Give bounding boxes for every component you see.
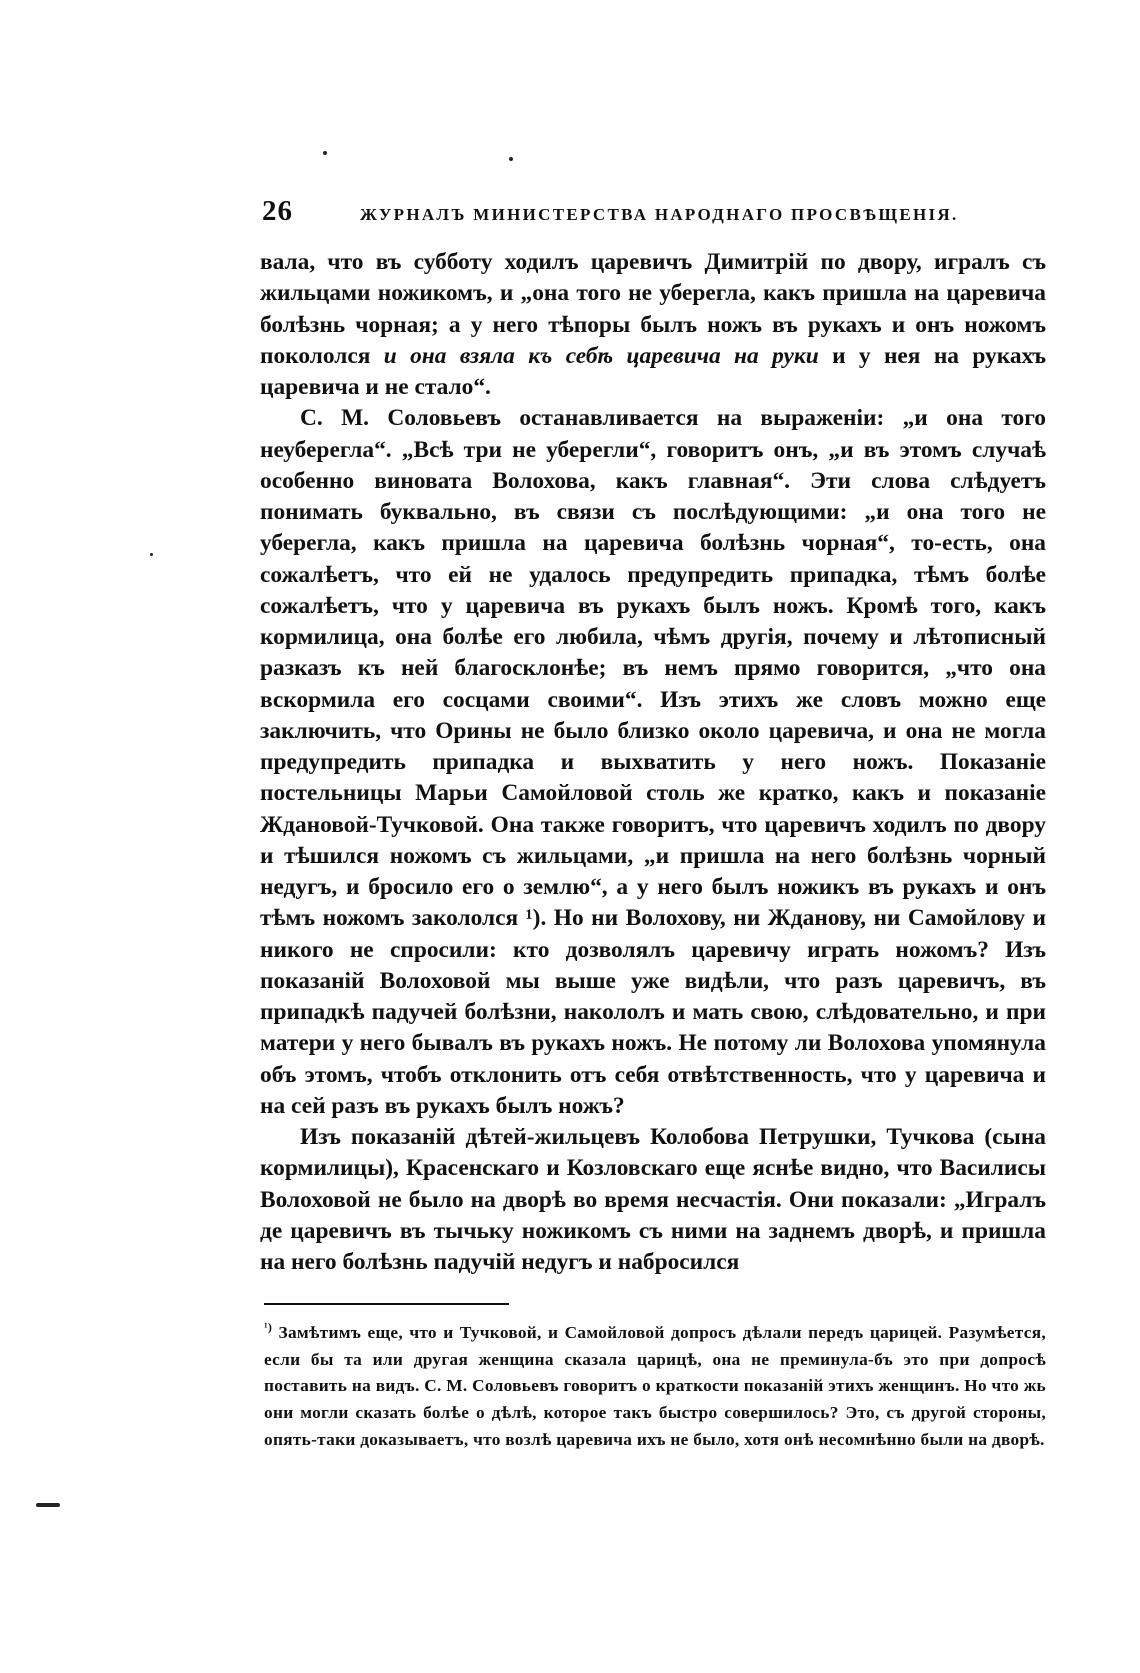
footnote xyxy=(264,1320,1046,1454)
paragraph: Изъ показаній дѣтей-жильцевъ Колобова Петрушки, Тучкова (сына кормилицы), Красенскаго и Козловскаго еще яснѣе видно, что Василисы Волоховой не было на дворѣ во время несчастія. Они показали: „Игралъ де царевичъ въ тычьку ножикомъ съ ними на заднемъ дворѣ, и пришла на него болѣзнь падучій недугъ и набросился xyxy=(260,1124,1046,1275)
italic-quote: и она взяла къ себѣ царевича на руки xyxy=(383,342,819,369)
footnote-divider xyxy=(264,1303,509,1305)
paragraph-text: вала, что въ субботу ходилъ царевичъ Димитрій по двору, игралъ съ жильцами ножикомъ, и „она того не уберегла, какъ пришла на царевича болѣзнь чорная; а у него тѣпоры былъ ножъ въ рукахъ и онъ ножомъ покололся xyxy=(260,249,1046,369)
paragraph: С. М. Соловьевъ останавливается на выраженіи: „и она того неуберегла“. „Всѣ три не уберегли“, говоритъ онъ, „и въ этомъ случаѣ особенно виновата Волохова, какъ главная“. Эти слова слѣдуетъ понимать буквально, въ связи съ послѣдующими: „и она того не уберегла, какъ пришла на царевича болѣзнь чорная“, то-есть, она сожалѣетъ, что ей не удалось предупредить припадка, тѣмъ болѣе сожалѣетъ, что у царевича въ рукахъ былъ ножъ. Кромѣ того, какъ кормилица, она болѣе его любила, чѣмъ другія, почему и лѣтописный разказъ къ ней благосклонѣе; въ немъ прямо говорится, „что она вскормила его сосцами своими“. Изъ этихъ же словъ можно еще заключить, что Орины не было близко около царевича, и она не могла предупредить припадка и выхватить у него ножъ. Показаніе постельницы Марьи Самойловой столь же кратко, какъ и показаніе Ждановой-Тучковой. Она также говоритъ, что царевичъ ходилъ по двору и тѣшился ножомъ съ жильцами, „и пришла на него болѣзнь чорный недугъ, и бросило его о землю“, а у него былъ ножикъ въ рукахъ и онъ тѣмъ ножомъ закололся ¹). Но ни Волохову, ни Жданову, ни Самойлову и никого не спросили: кто дозволялъ царевичу играть ножомъ? Изъ показаній Волоховой мы выше уже видѣли, что разъ царевичъ, въ припадкѣ падучей болѣзни, накололъ и мать свою, слѣдовательно, и при матери у него бывалъ въ рукахъ ножъ. Не потому ли Волохова упомянула объ этомъ, чтобъ отклонить отъ себя отвѣтственность, что у царевича и на сей разъ въ рукахъ былъ ножъ? xyxy=(260,405,1046,1119)
paragraph-text: и у нея на рукахъ царевича и не стало“. xyxy=(260,342,1046,400)
print-speck xyxy=(509,157,513,161)
page-number: 26 xyxy=(262,195,293,227)
print-speck xyxy=(150,553,153,556)
print-speck xyxy=(323,151,327,155)
print-speck xyxy=(36,1503,60,1507)
paragraph-continued xyxy=(260,247,1046,403)
page-header xyxy=(262,195,1042,231)
footnote-mark: ¹) xyxy=(264,1320,273,1335)
running-head: ЖУРНАЛЪ МИНИСТЕРСТВА НАРОДНАГО ПРОСВѢЩЕНІЯ. xyxy=(360,205,959,224)
footnote-text: Замѣтимъ еще, что и Тучковой, и Самойловой допросъ дѣлали передъ царицей. Разумѣется, если бы та или другая женщина сказала царицѣ, она не преминула-бъ это при допросѣ поставить на видъ. С. М. Соловьевъ говоритъ о краткости показаній этихъ женщинъ. Но что жь они могли сказать болѣе о дѣлѣ, которое такъ быстро совершилось? Это, съ другой стороны, опять-таки доказываетъ, что возлѣ царевича ихъ не было, хотя онѣ несомнѣнно были на дворѣ. xyxy=(264,1323,1046,1449)
main-text xyxy=(260,247,1046,1278)
